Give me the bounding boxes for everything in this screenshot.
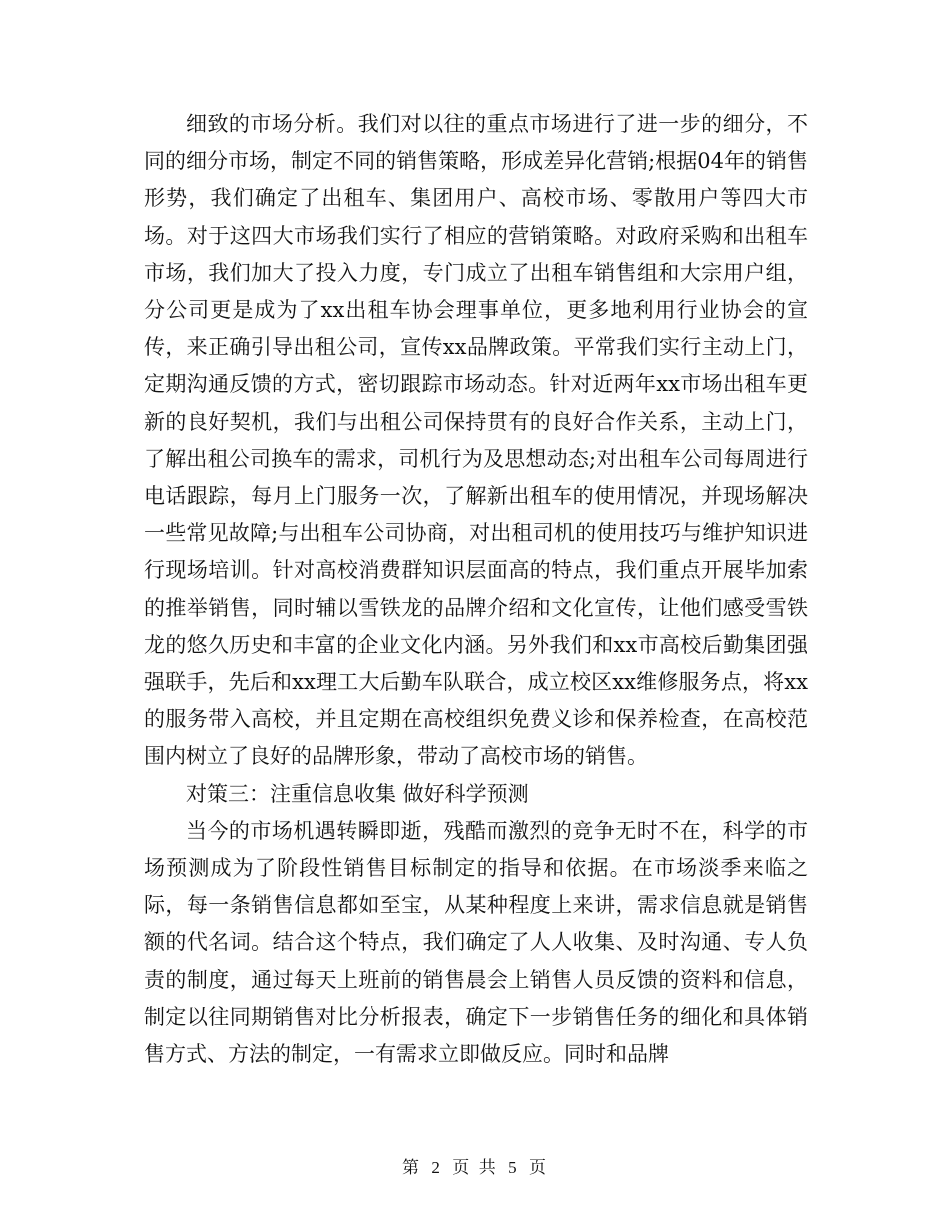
footer-page-number: 2 — [431, 1158, 442, 1177]
footer-middle: 页 共 — [452, 1158, 498, 1178]
body-paragraph-1: 细致的市场分析。我们对以往的重点市场进行了进一步的细分，不同的细分市场，制定不同的销售策略，形成差异化营销;根据04年的销售形势，我们确定了出租车、集团用户、高校市场、零散用户等四大市场。对于这四大市场我们实行了相应的营销策略。对政府采购和出租车市场，我们加大了投入力度，专门成立了出租车销售组和大宗用户组，分公司更是成为了xx出租车协会理事单位，更多地利用行业协会的宣传，来正确引导出租公司，宣传xx品牌政策。平常我们实行主动上门，定期沟通反馈的方式，密切跟踪市场动态。针对近两年xx市场出租车更新的良好契机，我们与出租公司保持贯有的良好合作关系，主动上门，了解出租公司换车的需求，司机行为及思想动态;对出租车公司每周进行电话跟踪，每月上门服务一次，了解新出租车的使用情况，并现场解决一些常见故障;与出租车公司协商，对出租司机的使用技巧与维护知识进行现场培训。针对高校消费群知识层面高的特点，我们重点开展毕加索的推举销售，同时辅以雪铁龙的品牌介绍和文化宣传，让他们感受雪铁龙的悠久历史和丰富的企业文化内涵。另外我们和xx市高校后勤集团强强联手，先后和xx理工大后勤车队联合，成立校区xx维修服务点，将xx的服务带入高校，并且定期在高校组织免费义诊和保养检查，在高校范围内树立了良好的品牌形象，带动了高校市场的销售。 — [144, 112, 808, 769]
footer-suffix: 页 — [529, 1158, 549, 1178]
section-heading: 对策三：注重信息收集 做好科学预测 — [186, 781, 529, 806]
footer-total-pages: 5 — [508, 1158, 519, 1177]
body-paragraph-2: 当今的市场机遇转瞬即逝，残酷而激烈的竞争无时不在，科学的市场预测成为了阶段性销售目标制定的指导和依据。在市场淡季来临之际，每一条销售信息都如至宝，从某种程度上来讲，需求信息就是销售额的代名词。结合这个特点，我们确定了人人收集、及时沟通、专人负责的制度，通过每天上班前的销售晨会上销售人员反馈的资料和信息，制定以往同期销售对比分析报表，确定下一步销售任务的细化和具体销售方式、方法的制定，一有需求立即做反应。同时和品牌 — [144, 818, 808, 1067]
document-body — [144, 106, 808, 1073]
footer-prefix: 第 — [401, 1158, 421, 1178]
page-footer — [0, 1153, 950, 1178]
